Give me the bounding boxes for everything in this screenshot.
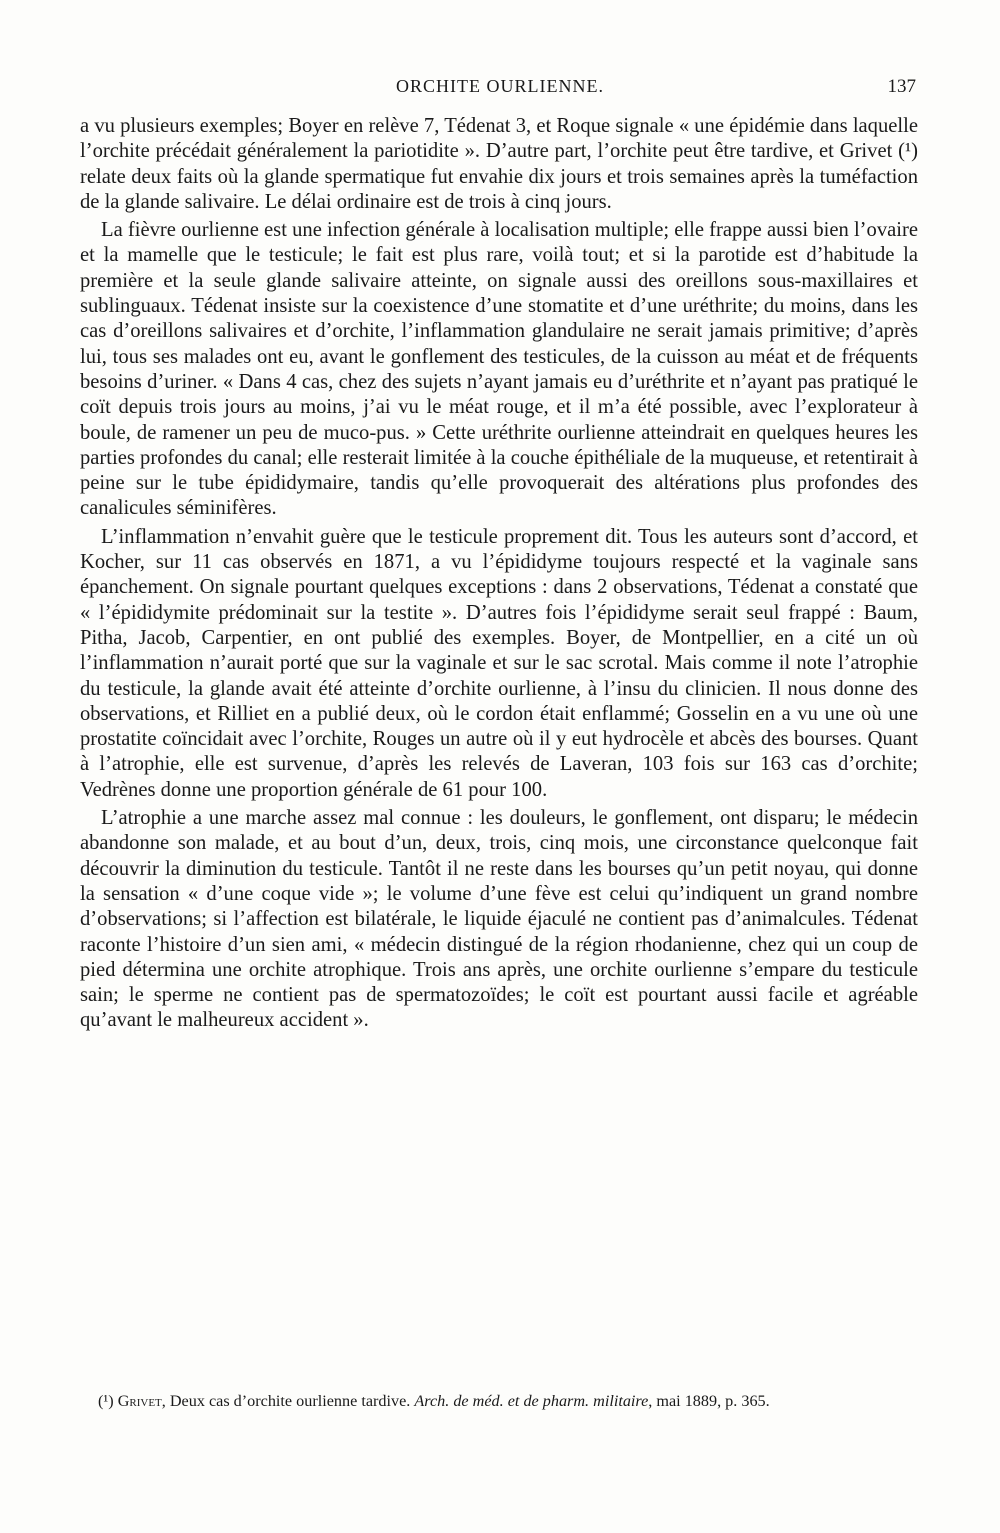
running-title: ORCHITE OURLIENNE.	[396, 76, 604, 96]
footnote-journal: Arch. de méd. et de pharm. militaire	[414, 1392, 649, 1410]
footnote-author: Grivet	[117, 1392, 162, 1410]
paragraph-3: L’inflammation n’envahit guère que le testicule proprement dit. Tous les auteurs sont d’accord, et Kocher, sur 11 cas observés en 1871, a vu l’épididyme toujours respecté et la vaginale sans épanchement. On signale pourtant quelques exceptions : dans 2 observations, Tédenat a constaté que « l’épididymite prédominait sur la testite ». D’autres fois l’épididyme serait seul frappé : Baum, Pitha, Jacob, Carpentier, en ont publié des exemples. Boyer, de Montpellier, en a cité un où l’inflammation n’aurait porté que sur la vaginale et sur le sac scrotal. Mais comme il note l’atrophie du testicule, la glande avait été atteinte d’orchite ourlienne, à l’insu du clinicien. Il nous donne des observations, et Rilliet en a publié deux, où le cordon était enflammé; Gosselin en a vu une où une prostatite coïncidait avec l’orchite, Rouges un autre où il y eut hydrocèle et abcès des bourses. Quant à l’atrophie, elle est survenue, d’après les relevés de Laveran, 103 fois sur 163 cas d’orchite; Vedrènes donne une proportion générale de 61 pour 100.	[80, 525, 918, 801]
paragraph-4: L’atrophie a une marche assez mal connue : les douleurs, le gonflement, ont disparu; le médecin abandonne son malade, et au bout d’un, deux, trois, cinq mois, une circonstance quelconque fait découvrir la diminution du testicule. Tantôt il ne reste dans les bourses qu’un petit noyau, qui donne la sensation « d’une coque vide »; le volume d’une fève est celui qu’indiquent un grand nombre d’observations; si l’affection est bilatérale, le liquide éjaculé ne contient pas d’animalcules. Tédenat raconte l’histoire d’un sien ami, « médecin distingué de la région rhodanienne, chez qui un coup de pied détermina une orchite atrophique. Trois ans après, une orchite ourlienne s’empare du testicule sain; le sperme ne contient pas de spermatozoïdes; le coït est pourtant aussi facile et agréable qu’avant le malheureux accident ».	[80, 807, 918, 1032]
running-head	[80, 76, 920, 106]
footnote-marker: (¹)	[98, 1392, 114, 1410]
footnote-paragraph	[80, 1392, 918, 1412]
footnote	[80, 1392, 918, 1412]
page-number: 137	[887, 76, 916, 97]
footnote-text: , Deux cas d’orchite ourlienne tardive.	[161, 1392, 415, 1410]
paragraph-1: a vu plusieurs exemples; Boyer en relève 7, Tédenat 3, et Roque signale « une épidémie dans laquelle l’orchite précédait généralement la pariotidite ». D’autre part, l’orchite peut être tardive, et Grivet (¹) relate deux faits où la glande spermatique fut envahie dix jours et trois semaines après la tuméfaction de la glande salivaire. Le délai ordinaire est de trois à cinq jours.	[80, 115, 918, 213]
footnote-tail: , mai 1889, p. 365.	[648, 1392, 770, 1410]
body-text	[80, 114, 918, 1034]
paragraph-2: La fièvre ourlienne est une infection générale à localisation multiple; elle frappe aussi bien l’ovaire et la mamelle que le testicule; le fait est plus rare, voilà tout; et si la parotide est d’habitude la première et la seule glande salivaire atteinte, on signale aussi des oreillons sous-maxillaires et sublinguaux. Tédenat insiste sur la coexistence d’une stomatite et d’une uréthrite; du moins, dans les cas d’oreillons salivaires et d’orchite, l’inflammation glandulaire ne serait jamais primitive; d’après lui, tous ses malades ont eu, avant le gonflement des testicules, de la cuisson au méat et de fréquents besoins d’uriner. « Dans 4 cas, chez des sujets n’ayant jamais eu d’uréthrite et n’ayant pas pratiqué le coït depuis trois jours au moins, j’ai vu le méat rouge, et il m’a été possible, avec l’explorateur à boule, de ramener un peu de muco-pus. » Cette uréthrite ourlienne atteindrait en quelques heures les parties profondes du canal; elle resterait limitée à la couche épithéliale de la muqueuse, et retentirait à peine sur le tube épididymaire, tandis qu’elle provoquerait des altérations plus profondes des canalicules séminifères.	[80, 219, 918, 520]
